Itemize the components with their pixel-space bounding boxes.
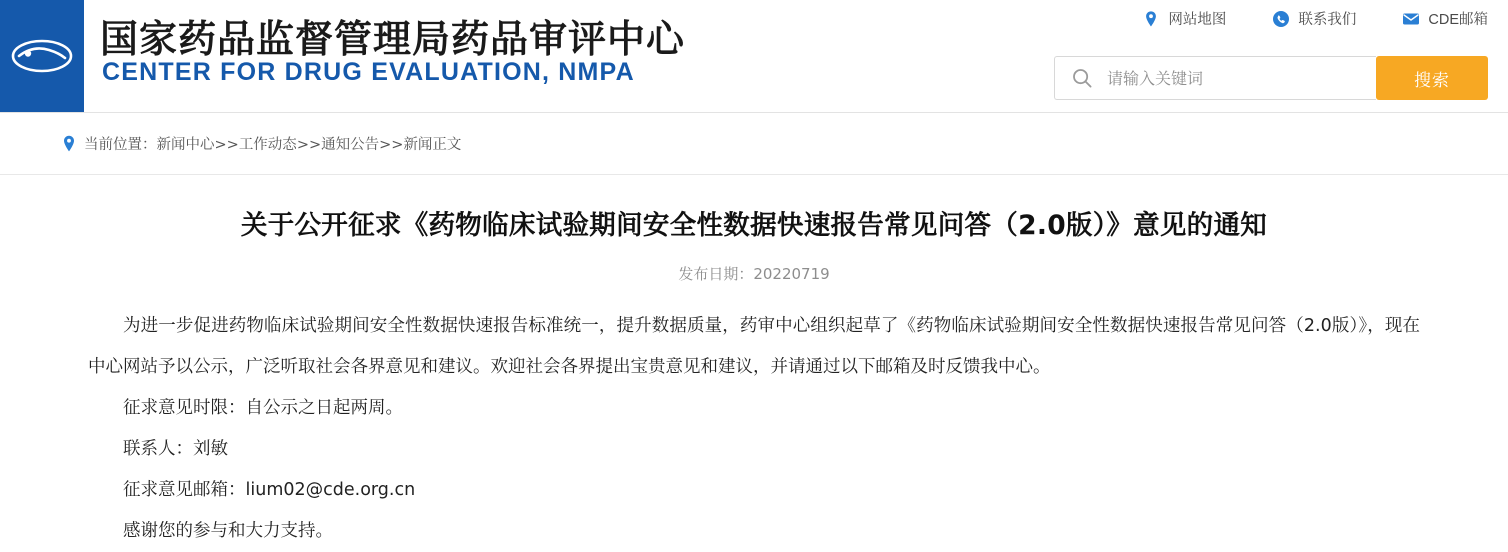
breadcrumb-separator: >>: [214, 137, 239, 153]
article-body: [88, 306, 1420, 552]
search-button[interactable]: 搜索: [1376, 56, 1488, 100]
breadcrumb-separator: >>: [296, 137, 322, 153]
breadcrumb-separator: >>: [379, 137, 404, 153]
article: [0, 209, 1508, 552]
breadcrumb-bar: [0, 113, 1508, 175]
quicklink-contact[interactable]: [1272, 8, 1356, 29]
breadcrumb: [84, 133, 461, 154]
breadcrumb-item-work-updates[interactable]: 工作动态: [238, 137, 297, 153]
breadcrumb-item-news-center[interactable]: 新闻中心: [156, 137, 215, 153]
page-title: 关于公开征求《药物临床试验期间安全性数据快速报告常见问答（2.0版）》意见的通知: [240, 210, 1268, 241]
quick-links: [1142, 8, 1488, 29]
location-pin-icon: [62, 135, 76, 153]
site-header: [0, 0, 1508, 113]
cde-logo-icon: [11, 35, 73, 77]
breadcrumb-item-notices[interactable]: 通知公告: [321, 137, 380, 153]
breadcrumb-prefix: 当前位置：: [84, 137, 157, 153]
article-paragraph: 征求意见邮箱：lium02@cde.org.cn: [123, 480, 416, 501]
search-input-wrapper[interactable]: [1054, 56, 1376, 100]
article-paragraph: 感谢您的参与和大力支持。: [123, 521, 333, 542]
phone-icon: [1272, 10, 1290, 28]
article-paragraph: 联系人：刘敏: [123, 439, 228, 460]
quicklink-label: 联系我们: [1298, 12, 1357, 28]
search-input[interactable]: [1105, 68, 1349, 89]
site-title-zh: 国家药品监督管理局药品审评中心: [100, 17, 686, 61]
quicklink-mailbox[interactable]: [1402, 8, 1488, 29]
location-pin-icon: [1142, 10, 1160, 28]
search-bar: [1054, 56, 1488, 100]
site-logo[interactable]: [0, 0, 84, 112]
site-title-en: CENTER FOR DRUG EVALUATION, NMPA: [102, 58, 635, 86]
publish-date-label: 发布日期：: [678, 265, 754, 284]
breadcrumb-item-article[interactable]: 新闻正文: [403, 137, 462, 153]
quicklink-label: 网站地图: [1168, 12, 1227, 28]
article-paragraph: 为进一步促进药物临床试验期间安全性数据快速报告标准统一，提升数据质量，药审中心组织起草了《药物临床试验期间安全性数据快速报告常见问答（2.0版）》，现在中心网站予以公示，广泛听取社会各界意见和建议。欢迎社会各界提出宝贵意见和建议，并请通过以下邮箱及时反馈我中心。: [88, 316, 1420, 378]
publish-date: [88, 263, 1420, 284]
article-paragraph: 征求意见时限：自公示之日起两周。: [123, 398, 403, 419]
quicklink-label: CDE邮箱: [1428, 12, 1488, 28]
search-icon: [1071, 67, 1093, 89]
publish-date-value: 20220719: [753, 265, 830, 284]
quicklink-sitemap[interactable]: [1142, 8, 1226, 29]
mail-icon: [1402, 10, 1420, 28]
